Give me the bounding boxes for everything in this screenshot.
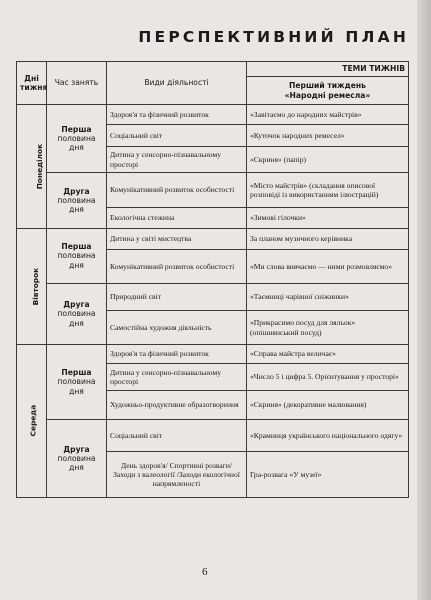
session-line1: Перша: [61, 368, 92, 378]
session-line2: половина дня: [57, 133, 96, 153]
topic-cell: «Зимові гілочки»: [247, 208, 409, 229]
session-cell: [47, 420, 107, 498]
page-number: 6: [202, 566, 208, 578]
session-cell: [47, 345, 107, 420]
activity-cell: Комунікативний розвиток особистості: [107, 250, 247, 284]
topic-cell: Гра-розвага «У музеї»: [247, 452, 409, 498]
activity-cell: Соціальний світ: [107, 125, 247, 147]
table-row: [17, 284, 409, 311]
header-activities: Види діяльності: [107, 62, 247, 105]
topic-cell: За планом музичного керівника: [247, 229, 409, 250]
topic-cell: «Справа майстра величає»: [247, 345, 409, 364]
activity-cell: День здоров'я/ Спортивні розваги/ Заходи з валеології /Заходи екологічної напрямленості: [107, 452, 247, 498]
table-row: [17, 229, 409, 250]
activity-cell: Соціальний світ: [107, 420, 247, 452]
header-themes: ТЕМИ ТИЖНІВ: [247, 62, 409, 77]
header-week-line2: «Народні ремесла»: [284, 90, 371, 100]
topic-cell: «Число 5 і цифра 5. Орієнтування у просторі»: [247, 364, 409, 391]
table-row: [17, 420, 409, 452]
table-row: [17, 345, 409, 364]
topic-cell: «Місто майстрів» (складання описової розповіді із використанням ілюстрацій): [247, 173, 409, 208]
plan-table: [16, 61, 409, 498]
topic-cell: «Ми слова вивчаємо — ними розмовляємо»: [247, 250, 409, 284]
activity-cell: Дитина у сенсорно-пізнавальному просторі: [107, 147, 247, 173]
header-days: Дні тижня: [17, 62, 47, 105]
day-label: Понеділок: [35, 143, 45, 190]
day-label: Середа: [28, 405, 38, 437]
session-line1: Друга: [63, 300, 90, 310]
day-label: Вівторок: [31, 267, 41, 306]
activity-cell: Самостійна художня діяльність: [107, 311, 247, 345]
session-line1: Друга: [63, 444, 90, 454]
session-line2: половина дня: [57, 453, 96, 473]
day-cell: [17, 105, 47, 229]
topic-cell: «Куточок народних ремесел»: [247, 125, 409, 147]
session-line2: половина дня: [57, 251, 96, 270]
session-cell: [47, 284, 107, 345]
session-cell: [47, 229, 107, 284]
activity-cell: Здоров'я та фізичний розвиток: [107, 345, 247, 364]
session-line1: Друга: [63, 186, 90, 196]
activity-cell: Комунікативний розвиток особистості: [107, 173, 247, 208]
topic-cell: «Крамниця українського національного одягу»: [247, 420, 409, 452]
session-line1: Перша: [61, 242, 92, 252]
day-cell: [17, 345, 47, 498]
session-line1: Перша: [61, 124, 92, 134]
session-cell: [47, 173, 107, 229]
page-title: ПЕРСПЕКТИВНИЙ ПЛАН: [138, 28, 409, 46]
topic-cell: «Прикрасимо посуд для ляльок» (опішнянський посуд): [247, 311, 409, 345]
day-cell: [17, 229, 47, 345]
activity-cell: Дитина у сенсорно-пізнавальному просторі: [107, 364, 247, 391]
topic-cell: «Завітаємо до народних майстрів»: [247, 105, 409, 125]
table-row: [17, 105, 409, 125]
session-cell: [47, 105, 107, 173]
activity-cell: Дитина у світі мистецтва: [107, 229, 247, 250]
session-line2: половина дня: [57, 195, 96, 215]
table-row: [17, 173, 409, 208]
topic-cell: «Скриня» (декоративне малювання): [247, 391, 409, 420]
topic-cell: «Скриня» (папір): [247, 147, 409, 173]
activity-cell: Здоров'я та фізичний розвиток: [107, 105, 247, 125]
header-week-line1: Перший тиждень: [289, 81, 366, 91]
header-time: Час занять: [47, 62, 107, 105]
activity-cell: Природний світ: [107, 284, 247, 311]
activity-cell: Екологічна стежина: [107, 208, 247, 229]
session-line2: половина дня: [57, 309, 96, 328]
page-edge-shadow: [417, 0, 431, 600]
topic-cell: «Таємниці чарівної сніжинки»: [247, 284, 409, 311]
activity-cell: Художньо-продуктивне образотворення: [107, 391, 247, 420]
session-line2: половина дня: [57, 377, 96, 396]
header-week: [247, 77, 409, 105]
